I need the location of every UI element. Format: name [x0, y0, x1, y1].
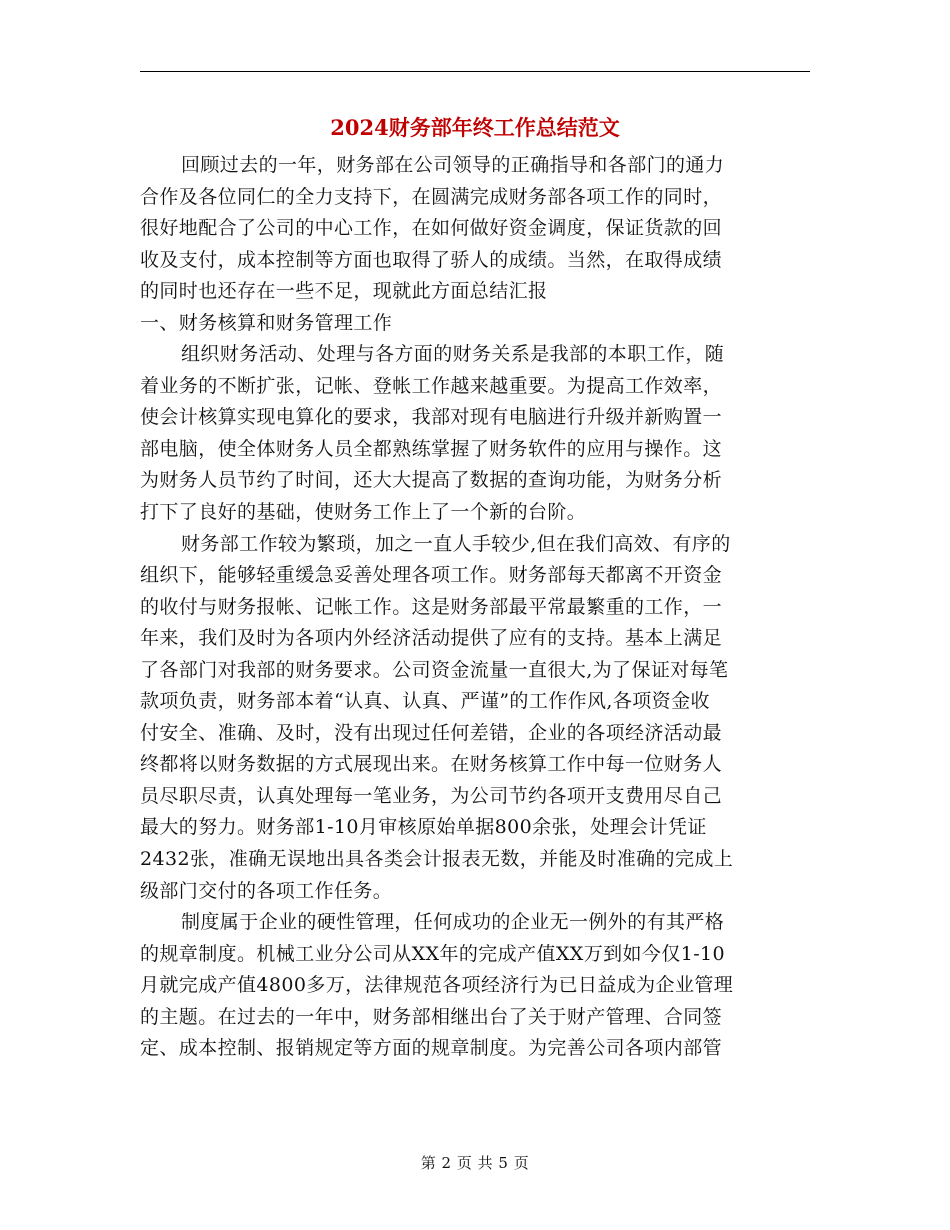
document-body [140, 150, 810, 1065]
text-line: 的收付与财务报帐、记帐工作。这是财务部最平常最繁重的工作，一 [140, 595, 723, 618]
text-line: 着业务的不断扩张，记帐、登帐工作越来越重要。为提高工作效率， [140, 374, 723, 397]
text-line: 部电脑，使全体财务人员全都熟练掌握了财务软件的应用与操作。这 [140, 437, 723, 460]
text-line: 级部门交付的各项工作任务。 [140, 879, 393, 902]
text-line: 付安全、准确、及时，没有出现过任何差错，企业的各项经济活动最 [140, 721, 723, 744]
paragraph-intro [140, 150, 810, 308]
text-line: 回顾过去的一年，财务部在公司领导的正确指导和各部门的通力 [181, 154, 725, 176]
text-line: 制度属于企业的硬性管理，任何成功的企业无一例外的有其严格 [181, 911, 725, 934]
text-line: 年来，我们及时为各项内外经济活动提供了应有的支持。基本上满足 [140, 627, 723, 650]
text-line: 为财务人员节约了时间，还大大提高了数据的查询功能，为财务分析 [140, 469, 723, 492]
text-line: 的同时也还存在一些不足，现就此方面总结汇报 [140, 280, 548, 303]
text-line: 财务部工作较为繁琐，加之一直人手较少,但在我们高效、有序的 [181, 532, 731, 555]
paragraph-regulations [140, 907, 810, 1065]
document-title: 2024财务部年终工作总结范文 [330, 115, 620, 140]
text-line: 2432张，准确无误地出具各类会计报表无数，并能及时准确的完成上 [140, 848, 734, 871]
text-line: 组织财务活动、处理与各方面的财务关系是我部的本职工作，随 [181, 343, 725, 366]
header-rule [140, 71, 810, 72]
text-line: 组织下，能够轻重缓急妥善处理各项工作。财务部每天都离不开资金 [140, 564, 723, 587]
paragraph-accounting [140, 339, 810, 528]
text-line: 合作及各位同仁的全力支持下，在圆满完成财务部各项工作的同时， [140, 185, 723, 208]
text-line: 使会计核算实现电算化的要求，我部对现有电脑进行升级并新购置一 [140, 406, 723, 429]
text-line: 很好地配合了公司的中心工作，在如何做好资金调度，保证货款的回 [140, 217, 723, 240]
text-line: 最大的努力。财务部1-10月审核原始单据800余张，处理会计凭证 [140, 816, 707, 839]
text-line: 了各部门对我部的财务要求。公司资金流量一直很大,为了保证对每笔 [140, 658, 729, 681]
text-line: 月就完成产值4800多万，法律规范各项经济行为已日益成为企业管理 [140, 974, 734, 997]
section-heading: 一、财务核算和财务管理工作 [140, 311, 393, 334]
text-line: 的规章制度。机械工业分公司从XX年的完成产值XX万到如今仅1-10 [140, 942, 725, 965]
text-line: 员尽职尽责，认真处理每一笔业务，为公司节约各项开支费用尽自己 [140, 784, 723, 807]
page-number: 第 2 页 共 5 页 [420, 1154, 530, 1172]
text-line: 收及支付，成本控制等方面也取得了骄人的成绩。当然，在取得成绩 [140, 248, 723, 271]
text-line: 的主题。在过去的一年中，财务部相继出台了关于财产管理、合同签 [140, 1005, 723, 1028]
text-line: 款项负责，财务部本着“认真、认真、严谨”的工作作风,各项资金收 [140, 690, 710, 713]
paragraph-daily-work [140, 529, 810, 908]
text-line: 终都将以财务数据的方式展现出来。在财务核算工作中每一位财务人 [140, 753, 723, 776]
text-line: 定、成本控制、报销规定等方面的规章制度。为完善公司各项内部管 [140, 1037, 723, 1060]
text-line: 打下了良好的基础，使财务工作上了一个新的台阶。 [140, 501, 587, 524]
